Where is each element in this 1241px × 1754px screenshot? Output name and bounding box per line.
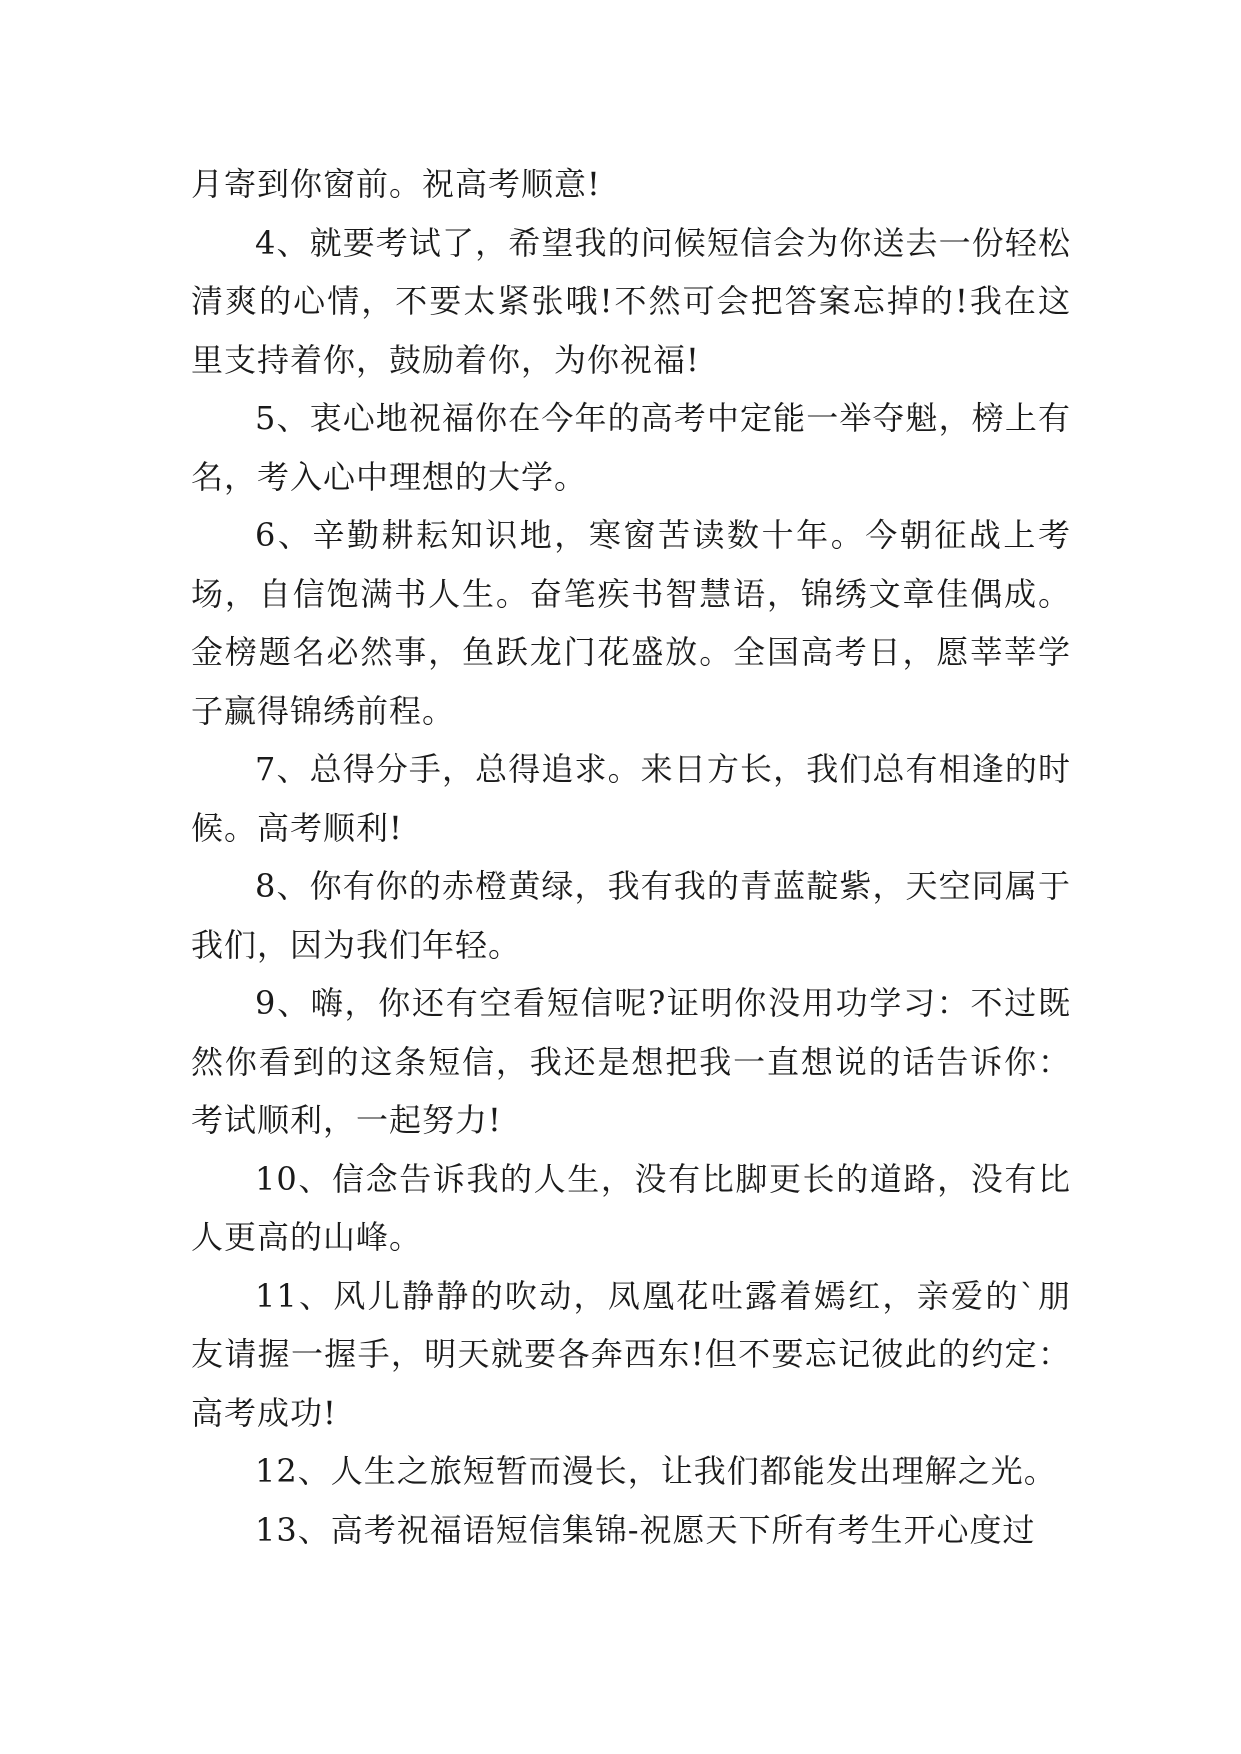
paragraph-item-9: 9、嗨，你还有空看短信呢?证明你没用功学习：不过既然你看到的这条短信，我还是想把我一直想说的话告诉你：考试顺利，一起努力! (191, 984, 1071, 1139)
paragraph-item-6: 6、辛勤耕耘知识地，寒窗苦读数十年。今朝征战上考场，自信饱满书人生。奋笔疾书智慧语，锦绣文章佳偶成。金榜题名必然事，鱼跃龙门花盛放。全国高考日，愿莘莘学子赢得锦绣前程。 (191, 516, 1071, 730)
paragraph-item-7: 7、总得分手，总得追求。来日方长，我们总有相逢的时候。高考顺利! (191, 750, 1071, 847)
paragraph-continuation: 月寄到你窗前。祝高考顺意! (191, 165, 601, 203)
paragraph-item-4: 4、就要考试了，希望我的问候短信会为你送去一份轻松清爽的心情，不要太紧张哦!不然可会把答案忘掉的!我在这里支持着你，鼓励着你，为你祝福! (191, 223, 1071, 379)
paragraph-item-8: 8、你有你的赤橙黄绿，我有我的青蓝靛紫，天空同属于我们，因为我们年轻。 (191, 867, 1071, 964)
document-body (191, 155, 1071, 1559)
paragraph-item-10: 10、信念告诉我的人生，没有比脚更长的道路，没有比人更高的山峰。 (191, 1159, 1071, 1256)
paragraph-item-13: 13、高考祝福语短信集锦-祝愿天下所有考生开心度过 (255, 1510, 1036, 1549)
paragraph-item-5: 5、衷心地祝福你在今年的高考中定能一举夺魁，榜上有名，考入心中理想的大学。 (191, 399, 1071, 496)
paragraph-item-11: 11、风儿静静的吹动，凤凰花吐露着嫣红，亲爱的`朋友请握一握手，明天就要各奔西东!但不要忘记彼此的约定：高考成功! (191, 1276, 1071, 1432)
paragraph-item-12: 12、人生之旅短暂而漫长，让我们都能发出理解之光。 (255, 1452, 1057, 1490)
